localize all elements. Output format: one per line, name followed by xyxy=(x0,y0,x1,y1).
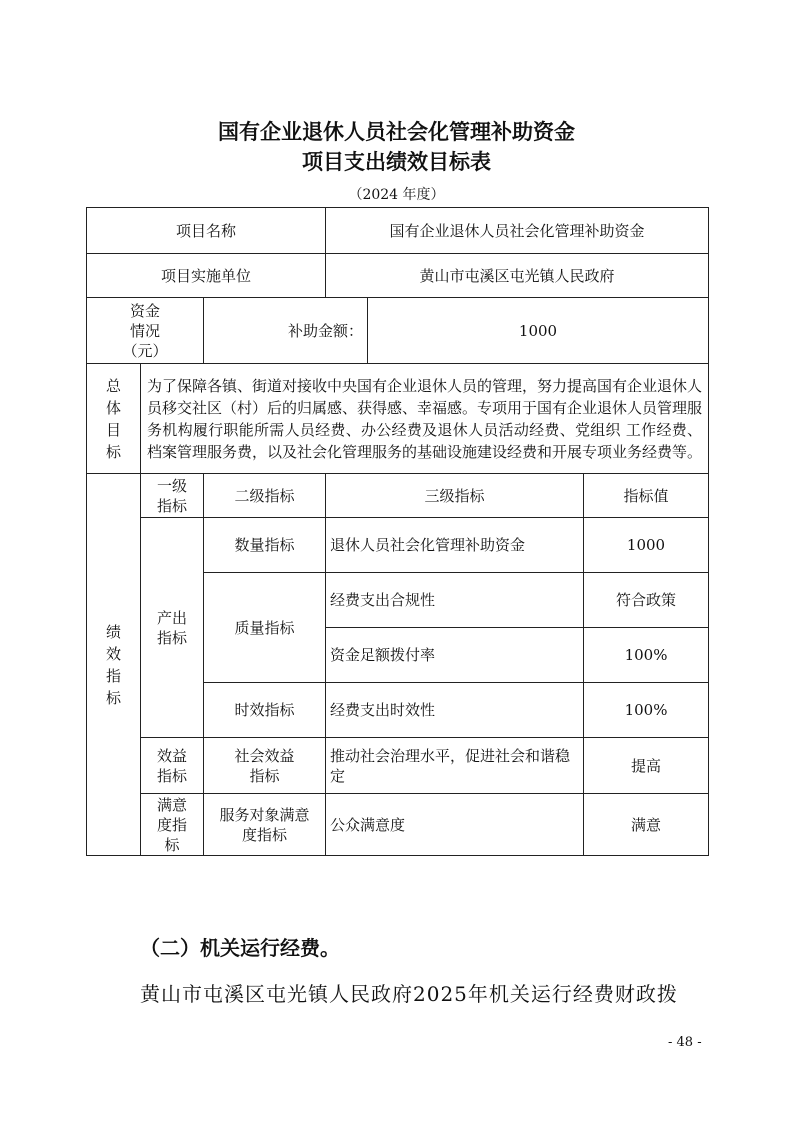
row-benefit xyxy=(87,738,709,794)
section-heading: （二）机关运行经费。 xyxy=(140,936,340,960)
page-number: - 48 - xyxy=(668,1035,702,1050)
service-satisfaction-line2: 度指标 xyxy=(242,825,288,844)
performance-indicator-label xyxy=(87,474,141,856)
row-satisfaction xyxy=(87,794,709,856)
doc-title-line1: 国有企业退休人员社会化管理补助资金 xyxy=(218,120,575,144)
quality-indicator-label: 质量指标 xyxy=(204,573,326,683)
doc-subtitle-year: （2024 年度） xyxy=(348,187,445,203)
goal-label-char: 目 xyxy=(105,420,121,439)
quantity-indicator-item: 退休人员社会化管理补助资金 xyxy=(326,518,584,573)
perf-label-char: 绩 xyxy=(105,622,121,641)
benefit-label-line1: 效益 xyxy=(156,746,187,765)
output-label-line2: 指标 xyxy=(156,628,187,647)
output-indicator-label xyxy=(141,518,204,738)
project-name-label: 项目名称 xyxy=(87,208,326,254)
header-level1-line2: 指标 xyxy=(156,496,187,515)
header-value: 指标值 xyxy=(584,474,709,518)
row-project-name xyxy=(87,208,709,254)
unit-label: 项目实施单位 xyxy=(87,254,326,298)
subsidy-amount-value: 1000 xyxy=(368,298,709,364)
row-overall-goal xyxy=(87,364,709,474)
quantity-indicator-value: 1000 xyxy=(584,518,709,573)
row-funds xyxy=(87,298,709,364)
service-satisfaction-label xyxy=(204,794,326,856)
timeliness-value: 100% xyxy=(584,683,709,738)
perf-label-char: 标 xyxy=(105,688,121,707)
social-benefit-line2: 指标 xyxy=(249,766,280,785)
public-satisfaction-value: 满意 xyxy=(584,794,709,856)
row-indicator-headers xyxy=(87,474,709,518)
quality-item-disbursement: 资金足额拨付率 xyxy=(326,628,584,683)
benefit-label-line2: 指标 xyxy=(156,766,187,785)
section-body-text: 黄山市屯溪区屯光镇人民政府2025年机关运行经费财政拨 xyxy=(140,982,678,1006)
subsidy-amount-label: 补助金额： xyxy=(204,298,368,364)
perf-label-char: 效 xyxy=(105,644,121,663)
satisfaction-label-line1: 满意 xyxy=(156,795,187,814)
row-quantity xyxy=(87,518,709,573)
quality-item-compliance: 经费支出合规性 xyxy=(326,573,584,628)
funds-label-line1: 资金 xyxy=(129,301,160,320)
social-benefit-value: 提高 xyxy=(584,738,709,794)
funds-label-line2: 情况 xyxy=(129,321,160,340)
benefit-indicator-label xyxy=(141,738,204,794)
timeliness-item: 经费支出时效性 xyxy=(326,683,584,738)
satisfaction-label-line3: 标 xyxy=(164,835,180,854)
performance-target-table xyxy=(86,207,709,856)
row-implementing-unit xyxy=(87,254,709,298)
overall-goal-text: 为了保障各镇、街道对接收中央国有企业退休人员的管理，努力提高国有企业退休人员移交社区（村）后的归属感、获得感、幸福感。专项用于国有企业退休人员管理服务机构履行职能所需人员经费、办公经费及退休人员活动经费、党组织 工作经费、档案管理服务费，以及社会化管理服务的基础设施建设经费和开展专项业务经费等。 xyxy=(141,364,709,474)
funds-label xyxy=(87,298,204,364)
doc-title-line2: 项目支出绩效目标表 xyxy=(302,150,491,174)
public-satisfaction-item: 公众满意度 xyxy=(326,794,584,856)
satisfaction-label-line2: 度指 xyxy=(156,815,187,834)
project-name-value: 国有企业退休人员社会化管理补助资金 xyxy=(326,208,709,254)
header-level1-line1: 一级 xyxy=(156,476,187,495)
header-level2: 二级指标 xyxy=(204,474,326,518)
unit-value: 黄山市屯溪区屯光镇人民政府 xyxy=(326,254,709,298)
quality-value-compliance: 符合政策 xyxy=(584,573,709,628)
goal-label-char: 体 xyxy=(105,398,121,417)
goal-label-char: 总 xyxy=(105,376,121,395)
quality-value-disbursement: 100% xyxy=(584,628,709,683)
satisfaction-indicator-label xyxy=(141,794,204,856)
funds-label-line3: （元） xyxy=(122,341,168,360)
quantity-indicator-label: 数量指标 xyxy=(204,518,326,573)
header-level3: 三级指标 xyxy=(326,474,584,518)
timeliness-indicator-label: 时效指标 xyxy=(204,683,326,738)
social-benefit-item: 推动社会治理水平，促进社会和谐稳定 xyxy=(326,738,584,794)
social-benefit-line1: 社会效益 xyxy=(234,746,295,765)
overall-goal-label xyxy=(87,364,141,474)
perf-label-char: 指 xyxy=(105,666,121,685)
service-satisfaction-line1: 服务对象满意 xyxy=(219,805,310,824)
goal-label-char: 标 xyxy=(105,442,121,461)
header-level1 xyxy=(141,474,204,518)
social-benefit-label xyxy=(204,738,326,794)
output-label-line1: 产出 xyxy=(156,608,187,627)
